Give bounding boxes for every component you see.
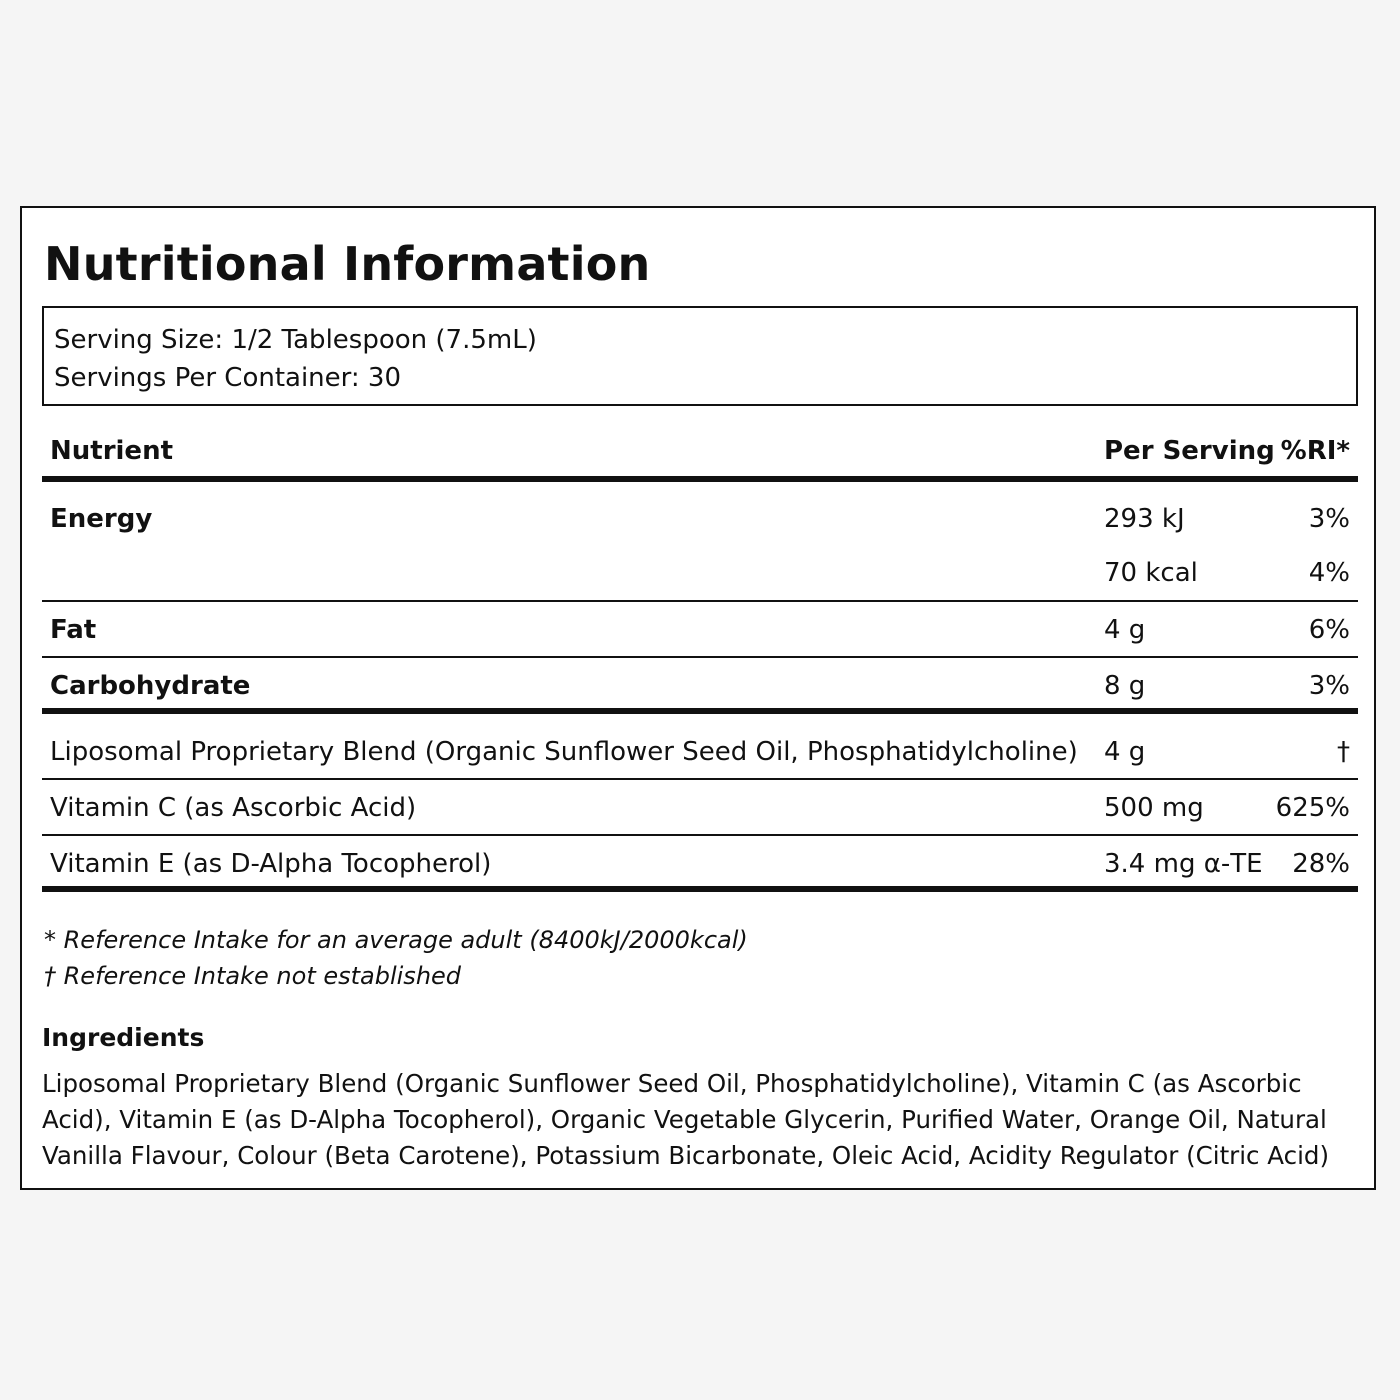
nutrient-ri: † (1337, 737, 1350, 767)
serving-info-box (42, 306, 1358, 406)
nutrient-amount: 3.4 mg α-TE (1104, 849, 1263, 879)
nutrient-amount: 4 g (1104, 737, 1146, 767)
footnote-not-established: † Reference Intake not established (44, 962, 462, 990)
nutrient-name: Liposomal Proprietary Blend (Organic Sunflower Seed Oil, Phosphatidylcholine) (50, 737, 1078, 767)
nutrient-ri: 28% (1292, 849, 1350, 879)
nutrient-name: Carbohydrate (50, 671, 251, 701)
nutrient-ri-kj: 3% (1308, 504, 1350, 534)
table-row-carbohydrate (42, 658, 1358, 714)
table-row-fat (42, 602, 1358, 658)
table-header-row (42, 424, 1358, 482)
nutrition-panel (20, 206, 1376, 1190)
nutrition-table (42, 424, 1358, 892)
header-nutrient: Nutrient (50, 436, 174, 466)
table-row-liposomal-blend (42, 714, 1358, 780)
nutrient-ri-kcal: 4% (1308, 558, 1350, 588)
nutrient-name: Energy (50, 504, 153, 534)
nutrient-name: Vitamin C (as Ascorbic Acid) (50, 793, 417, 823)
page-title: Nutritional Information (44, 237, 651, 291)
nutrient-name: Fat (50, 615, 97, 645)
nutrient-amount-kcal: 70 kcal (1104, 558, 1198, 588)
nutrient-ri: 3% (1308, 671, 1350, 701)
footnotes (44, 922, 748, 994)
nutrient-ri: 625% (1275, 793, 1350, 823)
servings-per-container: Servings Per Container: 30 (54, 363, 402, 393)
ingredients-heading: Ingredients (42, 1023, 205, 1052)
nutrient-amount: 4 g (1104, 615, 1146, 645)
serving-size: Serving Size: 1/2 Tablespoon (7.5mL) (54, 325, 537, 355)
header-per-serving: Per Serving (1104, 436, 1275, 466)
table-row-vitamin-c (42, 780, 1358, 836)
footnote-reference-intake: * Reference Intake for an average adult (8400kJ/2000kcal) (44, 926, 748, 954)
nutrient-amount: 500 mg (1104, 793, 1204, 823)
table-row-vitamin-e (42, 836, 1358, 892)
table-row-energy (42, 482, 1358, 602)
header-ri: %RI* (1280, 436, 1350, 466)
ingredients-text: Liposomal Proprietary Blend (Organic Sunflower Seed Oil, Phosphatidylcholine), Vitamin C (as Ascorbic Acid), Vitamin E (as D-Alpha Tocopherol), Organic Vegetable Glycerin, Purified Water, Orange Oil, Natural Vanilla Flavour, Colour (Beta Carotene), Potassium Bicarbonate, Oleic Acid, Acidity Regulator (Citric Acid) (42, 1069, 1330, 1170)
nutrient-amount-kj: 293 kJ (1104, 504, 1185, 534)
nutrient-amount: 8 g (1104, 671, 1146, 701)
nutrient-ri: 6% (1308, 615, 1350, 645)
nutrient-name: Vitamin E (as D-Alpha Tocopherol) (50, 849, 492, 879)
